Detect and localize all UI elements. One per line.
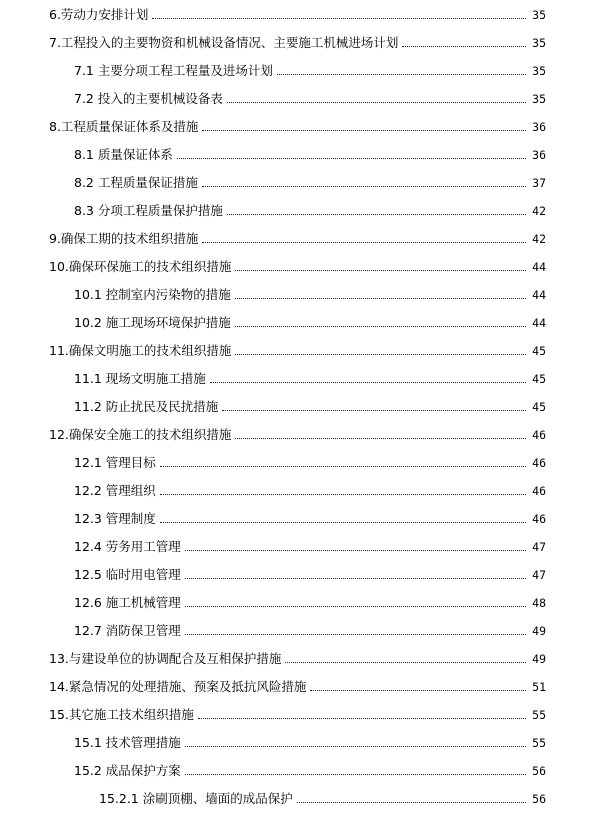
dot-leader (185, 578, 526, 579)
toc-entry[interactable] (74, 535, 546, 555)
toc-entry-title: 15.2.1 涂刷顶棚、墙面的成品保护 (99, 791, 293, 806)
dot-leader (185, 774, 526, 775)
toc-entry-title: 10.2 施工现场环境保护措施 (74, 315, 231, 330)
toc-entry[interactable] (74, 311, 546, 331)
toc-page-number: 45 (532, 344, 546, 358)
toc-page-number: 51 (532, 680, 546, 694)
toc-page-number: 35 (532, 64, 546, 78)
toc-entry[interactable] (74, 199, 546, 219)
toc-page-number: 46 (532, 456, 546, 470)
toc-entry[interactable] (49, 647, 546, 667)
toc-page-number: 47 (532, 568, 546, 582)
toc-page-number: 42 (532, 204, 546, 218)
toc-entry[interactable] (49, 115, 546, 135)
toc-entry-title: 8.1 质量保证体系 (74, 147, 173, 162)
toc-page-number: 47 (532, 540, 546, 554)
toc-entry-title: 10.1 控制室内污染物的措施 (74, 287, 231, 302)
toc-entry-title: 15.其它施工技术组织措施 (49, 707, 194, 722)
toc-entry[interactable] (74, 171, 546, 191)
toc-page-number: 49 (532, 624, 546, 638)
toc-page-number: 49 (532, 652, 546, 666)
toc-entry[interactable] (49, 31, 546, 51)
dot-leader (185, 606, 526, 607)
toc-entry-title: 12.6 施工机械管理 (74, 595, 181, 610)
dot-leader (227, 102, 526, 103)
toc-entry[interactable] (74, 619, 546, 639)
toc-page-number: 55 (532, 708, 546, 722)
toc-entry-title: 14.紧急情况的处理措施、预案及抵抗风险措施 (49, 679, 307, 694)
toc-entry-title: 12.2 管理组织 (74, 483, 156, 498)
dot-leader (202, 242, 526, 243)
toc-page-number: 36 (532, 120, 546, 134)
toc-page-number: 45 (532, 372, 546, 386)
dot-leader (297, 802, 526, 803)
toc-entry[interactable] (74, 367, 546, 387)
toc-entry[interactable] (49, 703, 546, 723)
toc-entry-title: 12.7 消防保卫管理 (74, 623, 181, 638)
toc-page-number: 44 (532, 288, 546, 302)
toc-entry-title: 15.1 技术管理措施 (74, 735, 181, 750)
toc-entry[interactable] (74, 395, 546, 415)
toc-page-number: 48 (532, 596, 546, 610)
toc-page-number: 35 (532, 92, 546, 106)
toc-page-number: 46 (532, 512, 546, 526)
toc-entry-title: 9.确保工期的技术组织措施 (49, 231, 199, 246)
toc-entry-title: 12.5 临时用电管理 (74, 567, 181, 582)
toc-entry-title: 12.3 管理制度 (74, 511, 156, 526)
dot-leader (202, 186, 526, 187)
toc-entry[interactable] (74, 479, 546, 499)
dot-leader (235, 326, 526, 327)
dot-leader (235, 438, 526, 439)
toc-entry-title: 8.工程质量保证体系及措施 (49, 119, 199, 134)
toc-entry-title: 8.3 分项工程质量保护措施 (74, 203, 223, 218)
toc-entry[interactable] (49, 423, 546, 443)
toc-entry-title: 7.1 主要分项工程工程量及进场计划 (74, 63, 273, 78)
toc-entry-title: 10.确保环保施工的技术组织措施 (49, 259, 232, 274)
dot-leader (185, 634, 526, 635)
toc-page-number: 37 (532, 176, 546, 190)
toc-entry-title: 12.4 劳务用工管理 (74, 539, 181, 554)
dot-leader (227, 214, 526, 215)
dot-leader (198, 718, 526, 719)
toc-entry[interactable] (49, 675, 546, 695)
toc-entry-title: 7.工程投入的主要物资和机械设备情况、主要施工机械进场计划 (49, 35, 399, 50)
toc-entry[interactable] (74, 143, 546, 163)
toc-entry[interactable] (49, 3, 546, 23)
toc-entry[interactable] (74, 591, 546, 611)
toc-entry[interactable] (74, 451, 546, 471)
toc-entry[interactable] (49, 227, 546, 247)
dot-leader (177, 158, 526, 159)
dot-leader (285, 662, 526, 663)
dot-leader (202, 130, 526, 131)
toc-entry[interactable] (49, 255, 546, 275)
dot-leader (160, 522, 526, 523)
toc-page-number: 36 (532, 148, 546, 162)
toc-entry[interactable] (74, 731, 546, 751)
toc-entry[interactable] (74, 759, 546, 779)
dot-leader (235, 270, 526, 271)
toc-entry-title: 6.劳动力安排计划 (49, 7, 149, 22)
toc-entry-title: 8.2 工程质量保证措施 (74, 175, 198, 190)
toc-page-number: 35 (532, 36, 546, 50)
dot-leader (310, 690, 526, 691)
toc-page-number: 46 (532, 428, 546, 442)
toc-entry-title: 12.1 管理目标 (74, 455, 156, 470)
toc-entry[interactable] (74, 563, 546, 583)
dot-leader (402, 46, 526, 47)
toc-entry[interactable] (74, 87, 546, 107)
toc-page-number: 46 (532, 484, 546, 498)
dot-leader (152, 18, 526, 19)
toc-entry-title: 13.与建设单位的协调配合及互相保护措施 (49, 651, 282, 666)
toc-entry-title: 15.2 成品保护方案 (74, 763, 181, 778)
toc-page-number: 44 (532, 316, 546, 330)
toc-page-number: 45 (532, 400, 546, 414)
toc-entry[interactable] (74, 283, 546, 303)
toc-entry-title: 11.2 防止扰民及民扰措施 (74, 399, 219, 414)
dot-leader (185, 550, 526, 551)
dot-leader (210, 382, 526, 383)
toc-page-number: 42 (532, 232, 546, 246)
toc-entry[interactable] (49, 339, 546, 359)
dot-leader (222, 410, 526, 411)
toc-entry-title: 7.2 投入的主要机械设备表 (74, 91, 223, 106)
toc-entry[interactable] (74, 59, 546, 79)
toc-entry-title: 12.确保安全施工的技术组织措施 (49, 427, 232, 442)
dot-leader (277, 74, 526, 75)
dot-leader (160, 494, 526, 495)
toc-entry-title: 11.1 现场文明施工措施 (74, 371, 206, 386)
toc-entry-title: 11.确保文明施工的技术组织措施 (49, 343, 232, 358)
toc-entry[interactable] (99, 787, 546, 807)
toc-page-number: 55 (532, 736, 546, 750)
dot-leader (185, 746, 526, 747)
dot-leader (160, 466, 526, 467)
toc-page-number: 56 (532, 792, 546, 806)
toc-page-number: 56 (532, 764, 546, 778)
toc-page-number: 35 (532, 8, 546, 22)
toc-entry[interactable] (74, 507, 546, 527)
dot-leader (235, 354, 526, 355)
toc-page-number: 44 (532, 260, 546, 274)
dot-leader (235, 298, 526, 299)
